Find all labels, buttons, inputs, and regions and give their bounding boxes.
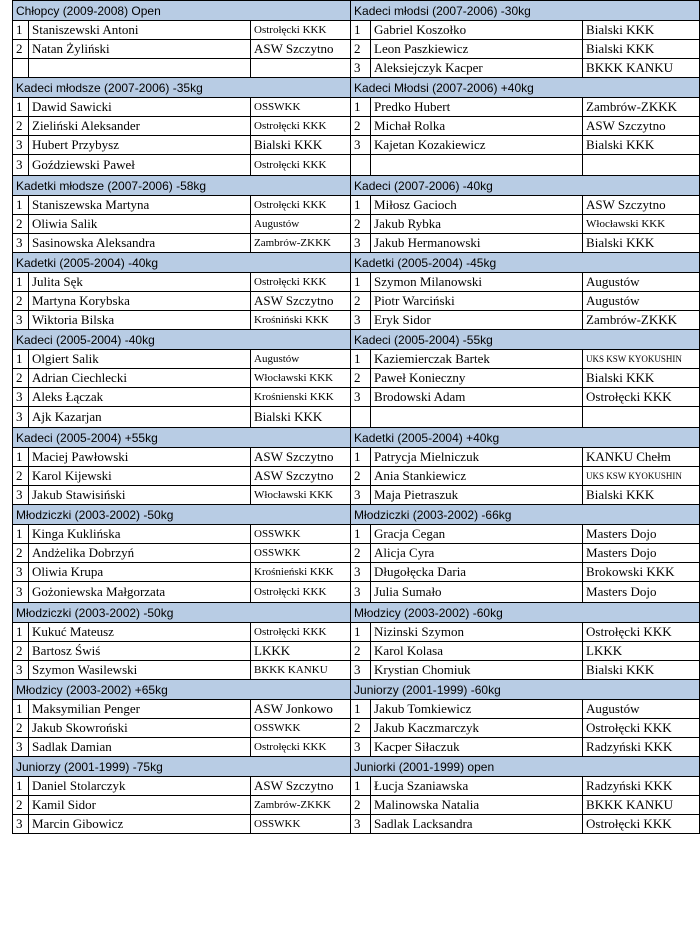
place-cell: 3	[351, 311, 371, 330]
place-cell: 1	[351, 623, 371, 642]
place-cell: 1	[13, 21, 29, 40]
place-cell: 3	[13, 815, 29, 834]
place-cell: 2	[13, 467, 29, 486]
competitor-name: Kajetan Kozakiewicz	[371, 136, 583, 155]
competitor-name: Krystian Chomiuk	[371, 661, 583, 680]
place-cell: 3	[351, 738, 371, 757]
place-cell: 2	[351, 117, 371, 136]
club-name: ASW Szczytno	[251, 467, 351, 486]
category-title: Kadetki (2005-2004) +40kg	[351, 428, 700, 448]
club-name: Włocławski KKK	[583, 215, 700, 234]
place-cell: 2	[351, 215, 371, 234]
competitor-name: Piotr Warciński	[371, 292, 583, 311]
place-cell: 1	[13, 623, 29, 642]
place-cell: 3	[351, 234, 371, 253]
club-name: Augustów	[583, 273, 700, 292]
place-cell: 2	[13, 215, 29, 234]
club-name: Bialski KKK	[583, 486, 700, 505]
club-name	[583, 407, 700, 428]
place-cell: 1	[13, 525, 29, 544]
competitor-name: Jakub Hermanowski	[371, 234, 583, 253]
category-title: Kadeci (2005-2004) +55kg	[13, 428, 351, 448]
competitor-name: Leon Paszkiewicz	[371, 40, 583, 59]
place-cell: 1	[13, 448, 29, 467]
place-cell: 3	[351, 388, 371, 407]
category-header-row	[13, 428, 700, 448]
place-cell: 2	[13, 544, 29, 563]
result-row	[13, 311, 700, 330]
place-cell: 3	[351, 815, 371, 834]
result-row	[13, 234, 700, 253]
competitor-name: Karol Kijewski	[29, 467, 251, 486]
place-cell: 2	[351, 292, 371, 311]
competitor-name: Ania Stankiewicz	[371, 467, 583, 486]
competitor-name: Oliwia Salik	[29, 215, 251, 234]
place-cell: 2	[13, 40, 29, 59]
competitor-name	[371, 155, 583, 176]
category-title: Młodziczki (2003-2002) -66kg	[351, 505, 700, 525]
place-cell: 1	[13, 777, 29, 796]
club-name: Ostrołęcki KKK	[251, 738, 351, 757]
club-name: Augustów	[583, 700, 700, 719]
club-name: Zambrów-ZKKK	[251, 796, 351, 815]
place-cell: 1	[351, 196, 371, 215]
competitor-name: Karol Kolasa	[371, 642, 583, 661]
place-cell: 3	[351, 582, 371, 603]
place-cell: 1	[351, 21, 371, 40]
place-cell: 1	[13, 700, 29, 719]
place-cell: 1	[13, 350, 29, 369]
club-name: Ostrołęcki KKK	[251, 117, 351, 136]
place-cell: 1	[351, 350, 371, 369]
club-name: Brokowski KKK	[583, 563, 700, 582]
club-name: Masters Dojo	[583, 544, 700, 563]
category-title: Kadetki (2005-2004) -40kg	[13, 253, 351, 273]
competitor-name: Julia Sumało	[371, 582, 583, 603]
result-row	[13, 525, 700, 544]
club-name: Ostrołęcki KKK	[251, 155, 351, 176]
category-header-row	[13, 505, 700, 525]
place-cell: 2	[351, 642, 371, 661]
competitor-name: Nizinski Szymon	[371, 623, 583, 642]
result-row	[13, 117, 700, 136]
category-title: Juniorzy (2001-1999) -60kg	[351, 680, 700, 700]
result-row	[13, 369, 700, 388]
result-row	[13, 642, 700, 661]
result-row	[13, 623, 700, 642]
club-name: Masters Dojo	[583, 525, 700, 544]
place-cell: 1	[13, 98, 29, 117]
club-name: Masters Dojo	[583, 582, 700, 603]
club-name	[583, 155, 700, 176]
category-title: Kadeci (2005-2004) -40kg	[13, 330, 351, 350]
place-cell: 2	[13, 642, 29, 661]
result-row	[13, 273, 700, 292]
club-name: ASW Szczytno	[251, 292, 351, 311]
competitor-name: Szymon Milanowski	[371, 273, 583, 292]
competitor-name: Maciej Pawłowski	[29, 448, 251, 467]
club-name: ASW Szczytno	[583, 117, 700, 136]
club-name: OSSWKK	[251, 98, 351, 117]
category-header-row	[13, 1, 700, 21]
competitor-name: Jakub Rybka	[371, 215, 583, 234]
place-cell: 1	[351, 98, 371, 117]
competitor-name	[371, 407, 583, 428]
club-name: Zambrów-ZKKK	[251, 234, 351, 253]
club-name: BKKK KANKU	[583, 796, 700, 815]
result-row	[13, 59, 700, 78]
place-cell: 3	[13, 155, 29, 176]
competitor-name: Maksymilian Penger	[29, 700, 251, 719]
place-cell: 2	[351, 40, 371, 59]
club-name: Krośnienski KKK	[251, 388, 351, 407]
place-cell: 3	[13, 311, 29, 330]
category-title: Kadeci młodsi (2007-2006) -30kg	[351, 1, 700, 21]
result-row	[13, 544, 700, 563]
club-name: Krośniński KKK	[251, 311, 351, 330]
competitor-name: Natan Żyliński	[29, 40, 251, 59]
club-name: Ostrołęcki KKK	[583, 388, 700, 407]
place-cell: 2	[351, 796, 371, 815]
place-cell	[351, 407, 371, 428]
place-cell: 1	[351, 448, 371, 467]
competitor-name: Adrian Ciechlecki	[29, 369, 251, 388]
club-name: Ostrołęcki KKK	[583, 815, 700, 834]
place-cell	[351, 155, 371, 176]
club-name: Włocławski KKK	[251, 369, 351, 388]
competitor-name: Martyna Korybska	[29, 292, 251, 311]
competitor-name: Łucja Szaniawska	[371, 777, 583, 796]
competitor-name: Oliwia Krupa	[29, 563, 251, 582]
category-header-row	[13, 253, 700, 273]
category-title: Młodzicy (2003-2002) +65kg	[13, 680, 351, 700]
club-name: ASW Jonkowo	[251, 700, 351, 719]
category-title: Kadeci młodsze (2007-2006) -35kg	[13, 78, 351, 98]
club-name: Krośnieński KKK	[251, 563, 351, 582]
competitor-name: Aleks Łączak	[29, 388, 251, 407]
competitor-name: Jakub Skowroński	[29, 719, 251, 738]
club-name: Bialski KKK	[583, 234, 700, 253]
club-name: KANKU Chełm	[583, 448, 700, 467]
result-row	[13, 21, 700, 40]
result-row	[13, 719, 700, 738]
place-cell: 2	[351, 369, 371, 388]
competitor-name: Zieliński Aleksander	[29, 117, 251, 136]
place-cell: 2	[13, 796, 29, 815]
place-cell: 1	[351, 273, 371, 292]
category-title: Młodziczki (2003-2002) -50kg	[13, 603, 351, 623]
club-name: Ostrołęcki KKK	[251, 273, 351, 292]
place-cell: 3	[13, 407, 29, 428]
category-title: Juniorzy (2001-1999) -75kg	[13, 757, 351, 777]
club-name: UKS KSW KYOKUSHIN	[583, 467, 700, 486]
result-row	[13, 388, 700, 407]
club-name: Ostrołęcki KKK	[583, 719, 700, 738]
club-name: OSSWKK	[251, 815, 351, 834]
competitor-name: Miłosz Gacioch	[371, 196, 583, 215]
club-name: Augustów	[251, 215, 351, 234]
club-name: Ostrołęcki KKK	[251, 623, 351, 642]
result-row	[13, 155, 700, 176]
club-name	[251, 59, 351, 78]
competitor-name: Brodowski Adam	[371, 388, 583, 407]
competitor-name: Julita Sęk	[29, 273, 251, 292]
place-cell	[13, 59, 29, 78]
place-cell: 3	[13, 661, 29, 680]
club-name: Augustów	[583, 292, 700, 311]
club-name: Ostrołęcki KKK	[251, 582, 351, 603]
competitor-name: Wiktoria Bilska	[29, 311, 251, 330]
result-row	[13, 407, 700, 428]
place-cell: 2	[13, 117, 29, 136]
result-row	[13, 40, 700, 59]
competitor-name: Gracja Cegan	[371, 525, 583, 544]
competitor-name: Patrycja Mielniczuk	[371, 448, 583, 467]
club-name: Ostrołęcki KKK	[583, 623, 700, 642]
club-name: Bialski KKK	[583, 661, 700, 680]
competitor-name: Długołęcka Daria	[371, 563, 583, 582]
category-title: Młodzicy (2003-2002) -60kg	[351, 603, 700, 623]
category-header-row	[13, 680, 700, 700]
competitor-name: Paweł Konieczny	[371, 369, 583, 388]
place-cell: 3	[13, 738, 29, 757]
club-name: ASW Szczytno	[251, 40, 351, 59]
competitor-name: Bartosz Świś	[29, 642, 251, 661]
competitor-name: Daniel Stolarczyk	[29, 777, 251, 796]
category-header-row	[13, 757, 700, 777]
competitor-name: Malinowska Natalia	[371, 796, 583, 815]
club-name: OSSWKK	[251, 525, 351, 544]
club-name: LKKK	[251, 642, 351, 661]
category-header-row	[13, 176, 700, 196]
place-cell: 3	[13, 486, 29, 505]
competitor-name: Sadlak Damian	[29, 738, 251, 757]
competitor-name: Sadlak Lacksandra	[371, 815, 583, 834]
club-name: OSSWKK	[251, 719, 351, 738]
place-cell: 3	[13, 234, 29, 253]
competitor-name: Szymon Wasilewski	[29, 661, 251, 680]
results-document	[12, 0, 699, 834]
competitor-name: Jakub Stawisiński	[29, 486, 251, 505]
competitor-name: Marcin Gibowicz	[29, 815, 251, 834]
result-row	[13, 796, 700, 815]
competitor-name: Kukuć Mateusz	[29, 623, 251, 642]
club-name: BKKK KANKU	[251, 661, 351, 680]
place-cell: 3	[351, 486, 371, 505]
category-title: Juniorki (2001-1999) open	[351, 757, 700, 777]
club-name: Włocławski KKK	[251, 486, 351, 505]
result-row	[13, 815, 700, 834]
result-row	[13, 467, 700, 486]
competitor-name: Ajk Kazarjan	[29, 407, 251, 428]
result-row	[13, 196, 700, 215]
place-cell: 2	[351, 544, 371, 563]
competitor-name: Maja Pietraszuk	[371, 486, 583, 505]
competitor-name	[29, 59, 251, 78]
result-row	[13, 563, 700, 582]
place-cell: 3	[13, 563, 29, 582]
competitor-name: Kamil Sidor	[29, 796, 251, 815]
category-title: Kadeci (2005-2004) -55kg	[351, 330, 700, 350]
place-cell: 3	[13, 388, 29, 407]
place-cell: 3	[351, 136, 371, 155]
category-title: Kadeci (2007-2006) -40kg	[351, 176, 700, 196]
club-name: ASW Szczytno	[251, 448, 351, 467]
result-row	[13, 486, 700, 505]
result-row	[13, 777, 700, 796]
competitor-name: Jakub Tomkiewicz	[371, 700, 583, 719]
competitor-name: Goździewski Paweł	[29, 155, 251, 176]
place-cell: 1	[351, 777, 371, 796]
category-title: Chłopcy (2009-2008) Open	[13, 1, 351, 21]
place-cell: 1	[351, 525, 371, 544]
category-title: Kadeci Młodsi (2007-2006) +40kg	[351, 78, 700, 98]
competitor-name: Predko Hubert	[371, 98, 583, 117]
club-name: Radzyński KKK	[583, 777, 700, 796]
place-cell: 3	[351, 661, 371, 680]
competitor-name: Kaziemierczak Bartek	[371, 350, 583, 369]
competitor-name: Michał Rolka	[371, 117, 583, 136]
club-name: Ostrołęcki KKK	[251, 196, 351, 215]
category-header-row	[13, 603, 700, 623]
place-cell: 3	[351, 59, 371, 78]
club-name: Bialski KKK	[583, 136, 700, 155]
competitor-name: Staniszewski Antoni	[29, 21, 251, 40]
club-name: Bialski KKK	[583, 21, 700, 40]
result-row	[13, 448, 700, 467]
club-name: Bialski KKK	[583, 40, 700, 59]
result-row	[13, 700, 700, 719]
competitor-name: Staniszewska Martyna	[29, 196, 251, 215]
place-cell: 2	[13, 292, 29, 311]
result-row	[13, 582, 700, 603]
category-header-row	[13, 78, 700, 98]
result-row	[13, 136, 700, 155]
club-name: Radzyński KKK	[583, 738, 700, 757]
competitor-name: Jakub Kaczmarczyk	[371, 719, 583, 738]
competitor-name: Sasinowska Aleksandra	[29, 234, 251, 253]
place-cell: 2	[351, 467, 371, 486]
place-cell: 2	[13, 719, 29, 738]
result-row	[13, 350, 700, 369]
club-name: Bialski KKK	[251, 136, 351, 155]
competitor-name: Gożoniewska Małgorzata	[29, 582, 251, 603]
competitor-name: Kacper Siłaczuk	[371, 738, 583, 757]
competitor-name: Andżelika Dobrzyń	[29, 544, 251, 563]
result-row	[13, 661, 700, 680]
club-name: ASW Szczytno	[583, 196, 700, 215]
place-cell: 2	[13, 369, 29, 388]
place-cell: 1	[13, 273, 29, 292]
club-name: OSSWKK	[251, 544, 351, 563]
competitor-name: Aleksiejczyk Kacper	[371, 59, 583, 78]
competitor-name: Dawid Sawicki	[29, 98, 251, 117]
category-title: Młodziczki (2003-2002) -50kg	[13, 505, 351, 525]
place-cell: 1	[351, 700, 371, 719]
result-row	[13, 215, 700, 234]
place-cell: 2	[351, 719, 371, 738]
competitor-name: Olgiert Salik	[29, 350, 251, 369]
result-row	[13, 738, 700, 757]
results-table	[12, 0, 700, 834]
category-header-row	[13, 330, 700, 350]
club-name: Zambrów-ZKKK	[583, 311, 700, 330]
category-title: Kadetki młodsze (2007-2006) -58kg	[13, 176, 351, 196]
competitor-name: Kinga Kuklińska	[29, 525, 251, 544]
club-name: Augustów	[251, 350, 351, 369]
place-cell: 3	[13, 136, 29, 155]
competitor-name: Eryk Sidor	[371, 311, 583, 330]
results-table-body	[13, 1, 700, 834]
competitor-name: Hubert Przybysz	[29, 136, 251, 155]
club-name: LKKK	[583, 642, 700, 661]
club-name: UKS KSW KYOKUSHIN	[583, 350, 700, 369]
club-name: Ostrołęcki KKK	[251, 21, 351, 40]
category-title: Kadetki (2005-2004) -45kg	[351, 253, 700, 273]
club-name: Bialski KKK	[583, 369, 700, 388]
place-cell: 3	[13, 582, 29, 603]
club-name: ASW Szczytno	[251, 777, 351, 796]
result-row	[13, 292, 700, 311]
club-name: Bialski KKK	[251, 407, 351, 428]
place-cell: 1	[13, 196, 29, 215]
place-cell: 3	[351, 563, 371, 582]
competitor-name: Alicja Cyra	[371, 544, 583, 563]
competitor-name: Gabriel Koszołko	[371, 21, 583, 40]
club-name: BKKK KANKU	[583, 59, 700, 78]
club-name: Zambrów-ZKKK	[583, 98, 700, 117]
result-row	[13, 98, 700, 117]
